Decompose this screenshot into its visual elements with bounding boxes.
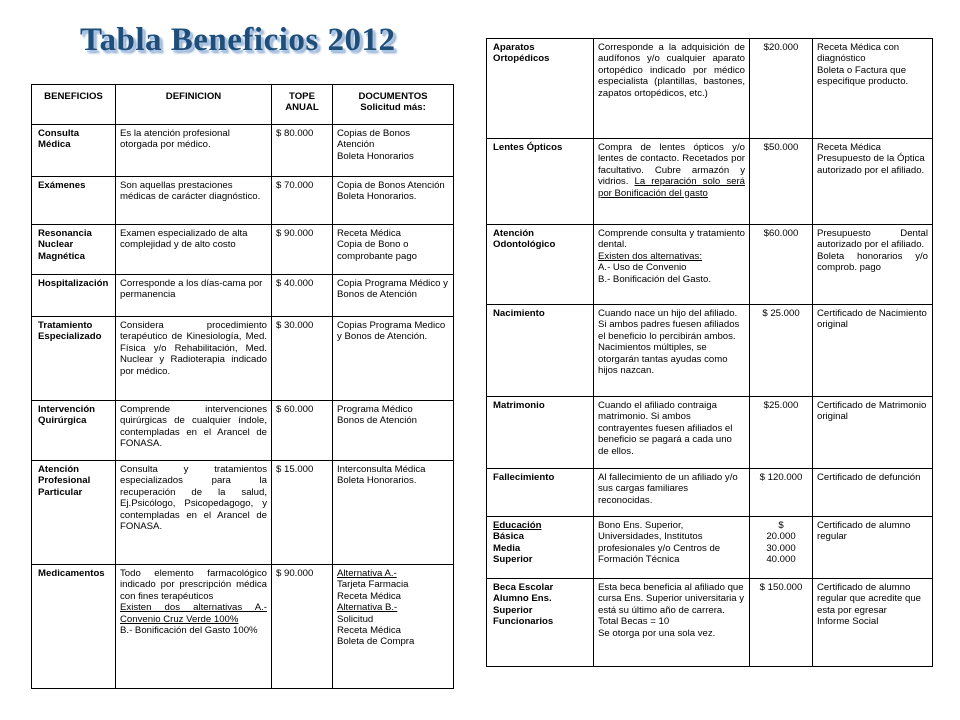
benefit-documents: Receta Médica con diagnóstico Boleta o Factura que especifique producto. xyxy=(813,39,933,139)
benefit-name: Fallecimiento xyxy=(487,469,594,517)
table-row xyxy=(32,461,454,565)
table-row xyxy=(487,517,933,579)
benefit-name: Hospitalización xyxy=(32,275,116,317)
table-row xyxy=(487,397,933,469)
benefit-definition: Corresponde a la adquisición de audífonos y/o cualquier aparato ortopédico indicado por médico especialista (plantillas, bastones, zapatos ortopédicos, etc.) xyxy=(594,39,750,139)
benefit-cap: $ 80.000 xyxy=(272,125,333,177)
benefit-documents: Receta Médica Copia de Bono o comprobante pago xyxy=(333,225,454,275)
benefit-name: Consulta Médica xyxy=(32,125,116,177)
header-tope-anual: TOPE ANUAL xyxy=(272,85,333,125)
benefit-cap: $60.000 xyxy=(750,225,813,305)
benefit-cap: $ 30.000 xyxy=(272,317,333,401)
benefit-definition: Consulta y tratamientos especializados para la recuperación de la salud, Ej.Psicólogo, Psicopedagogo, y contempladas en el Arancel de FONASA. xyxy=(116,461,272,565)
benefit-cap: $50.000 xyxy=(750,139,813,225)
table-row xyxy=(32,225,454,275)
table-row xyxy=(487,469,933,517)
benefit-definition: Son aquellas prestaciones médicas de carácter diagnóstico. xyxy=(116,177,272,225)
benefit-name: Resonancia Nuclear Magnética xyxy=(32,225,116,275)
benefit-definition: Al fallecimiento de un afiliado y/o sus cargas familiares reconocidas. xyxy=(594,469,750,517)
header-beneficios: BENEFICIOS xyxy=(32,85,116,125)
benefit-cap: $ 60.000 xyxy=(272,401,333,461)
benefit-name: Nacimiento xyxy=(487,305,594,397)
benefits-table-right xyxy=(486,38,933,667)
benefit-definition: Compra de lentes ópticos y/o lentes de contacto. Recetados por facultativo. Cubre armazón y vidrios. La reparación solo será por Bonificación del gasto xyxy=(594,139,750,225)
benefit-documents: Certificado de defunción xyxy=(813,469,933,517)
benefit-documents: Presupuesto Dental autorizado por el afiliado. Boleta honorarios y/o comprob. pago xyxy=(813,225,933,305)
benefit-definition: Examen especializado de alta complejidad y de alto costo xyxy=(116,225,272,275)
table-row xyxy=(487,225,933,305)
benefit-definition: Bono Ens. Superior, Universidades, Institutos profesionales y/o Centros de Formación Técnica xyxy=(594,517,750,579)
benefit-cap: $ 20.000 30.000 40.000 xyxy=(750,517,813,579)
benefit-definition: Todo elemento farmacológico indicado por prescripción médica con fines terapéuticos Existen dos alternativas A.- Convenio Cruz Verde 100% B.- Bonificación del Gasto 100% xyxy=(116,565,272,689)
benefit-documents: Copia Programa Médico y Bonos de Atención xyxy=(333,275,454,317)
header-documentos: DOCUMENTOS Solicitud más: xyxy=(333,85,454,125)
benefit-name: Medicamentos xyxy=(32,565,116,689)
benefit-documents: Certificado de Matrimonio original xyxy=(813,397,933,469)
benefit-documents: Certificado de Nacimiento original xyxy=(813,305,933,397)
benefit-definition: Esta beca beneficia al afiliado que cursa Ens. Superior universitaria y está su último año de carrera. Total Becas = 10 Se otorga por una sola vez. xyxy=(594,579,750,667)
table-header-row xyxy=(32,85,454,125)
benefit-documents: Programa Médico Bonos de Atención xyxy=(333,401,454,461)
benefit-name: Educación Básica Media Superior xyxy=(487,517,594,579)
benefit-documents: Certificado de alumno regular xyxy=(813,517,933,579)
table-row xyxy=(32,565,454,689)
benefit-name: Beca Escolar Alumno Ens. Superior Funcionarios xyxy=(487,579,594,667)
benefit-definition: Comprende intervenciones quirúrgicas de cualquier índole, contempladas en el Arancel de FONASA. xyxy=(116,401,272,461)
benefit-cap: $ 40.000 xyxy=(272,275,333,317)
benefit-cap: $ 25.000 xyxy=(750,305,813,397)
benefit-name: Tratamiento Especializado xyxy=(32,317,116,401)
benefit-name: Atención Odontológico xyxy=(487,225,594,305)
benefit-documents: Copias Programa Medico y Bonos de Atención. xyxy=(333,317,454,401)
benefit-name: Aparatos Ortopédicos xyxy=(487,39,594,139)
benefit-definition: Es la atención profesional otorgada por médico. xyxy=(116,125,272,177)
benefit-definition: Corresponde a los días-cama por permanencia xyxy=(116,275,272,317)
benefit-cap: $ 70.000 xyxy=(272,177,333,225)
benefit-name: Matrimonio xyxy=(487,397,594,469)
table-row xyxy=(32,401,454,461)
table-row xyxy=(32,177,454,225)
benefit-name: Exámenes xyxy=(32,177,116,225)
benefit-definition: Cuando el afiliado contraiga matrimonio. Si ambos contrayentes fuesen afiliados el beneficio se pagará a cada uno de ellos. xyxy=(594,397,750,469)
benefit-name: Lentes Ópticos xyxy=(487,139,594,225)
table-row xyxy=(32,317,454,401)
table-row xyxy=(487,139,933,225)
benefit-cap: $ 150.000 xyxy=(750,579,813,667)
benefit-documents: Certificado de alumno regular que acredite que esta por egresar Informe Social xyxy=(813,579,933,667)
table-row xyxy=(487,579,933,667)
benefit-cap: $ 90.000 xyxy=(272,225,333,275)
benefit-documents: Copia de Bonos Atención Boleta Honorarios. xyxy=(333,177,454,225)
benefit-documents: Interconsulta Médica Boleta Honorarios. xyxy=(333,461,454,565)
benefit-cap: $20.000 xyxy=(750,39,813,139)
benefit-definition: Cuando nace un hijo del afiliado. Si ambos padres fuesen afiliados el beneficio lo percibirán ambos. Nacimientos múltiples, se otorgarán tantas ayudas como hijos nazcan. xyxy=(594,305,750,397)
benefit-name: Intervención Quirúrgica xyxy=(32,401,116,461)
benefit-name: Atención Profesional Particular xyxy=(32,461,116,565)
benefit-cap: $ 120.000 xyxy=(750,469,813,517)
benefit-documents: Copias de Bonos Atención Boleta Honorarios xyxy=(333,125,454,177)
table-row xyxy=(32,125,454,177)
benefit-cap: $ 15.000 xyxy=(272,461,333,565)
header-definicion: DEFINICION xyxy=(116,85,272,125)
benefit-documents: Receta Médica Presupuesto de la Óptica autorizado por el afiliado. xyxy=(813,139,933,225)
benefit-documents: Alternativa A.- Tarjeta Farmacia Receta Médica Alternativa B.- Solicitud Receta Médica Boleta de Compra xyxy=(333,565,454,689)
benefit-cap: $25.000 xyxy=(750,397,813,469)
benefit-definition: Considera procedimiento terapéutico de Kinesiología, Med. Física y/o Rehabilitación, Med. Nuclear y Radioterapia indicado por médico. xyxy=(116,317,272,401)
table-row xyxy=(32,275,454,317)
table-row xyxy=(487,39,933,139)
benefits-table-left xyxy=(31,84,454,689)
page-title: Tabla Beneficios 2012 xyxy=(80,22,396,58)
table-row xyxy=(487,305,933,397)
benefit-cap: $ 90.000 xyxy=(272,565,333,689)
benefit-definition: Comprende consulta y tratamiento dental. Existen dos alternativas: A.- Uso de Convenio B.- Bonificación del Gasto. xyxy=(594,225,750,305)
